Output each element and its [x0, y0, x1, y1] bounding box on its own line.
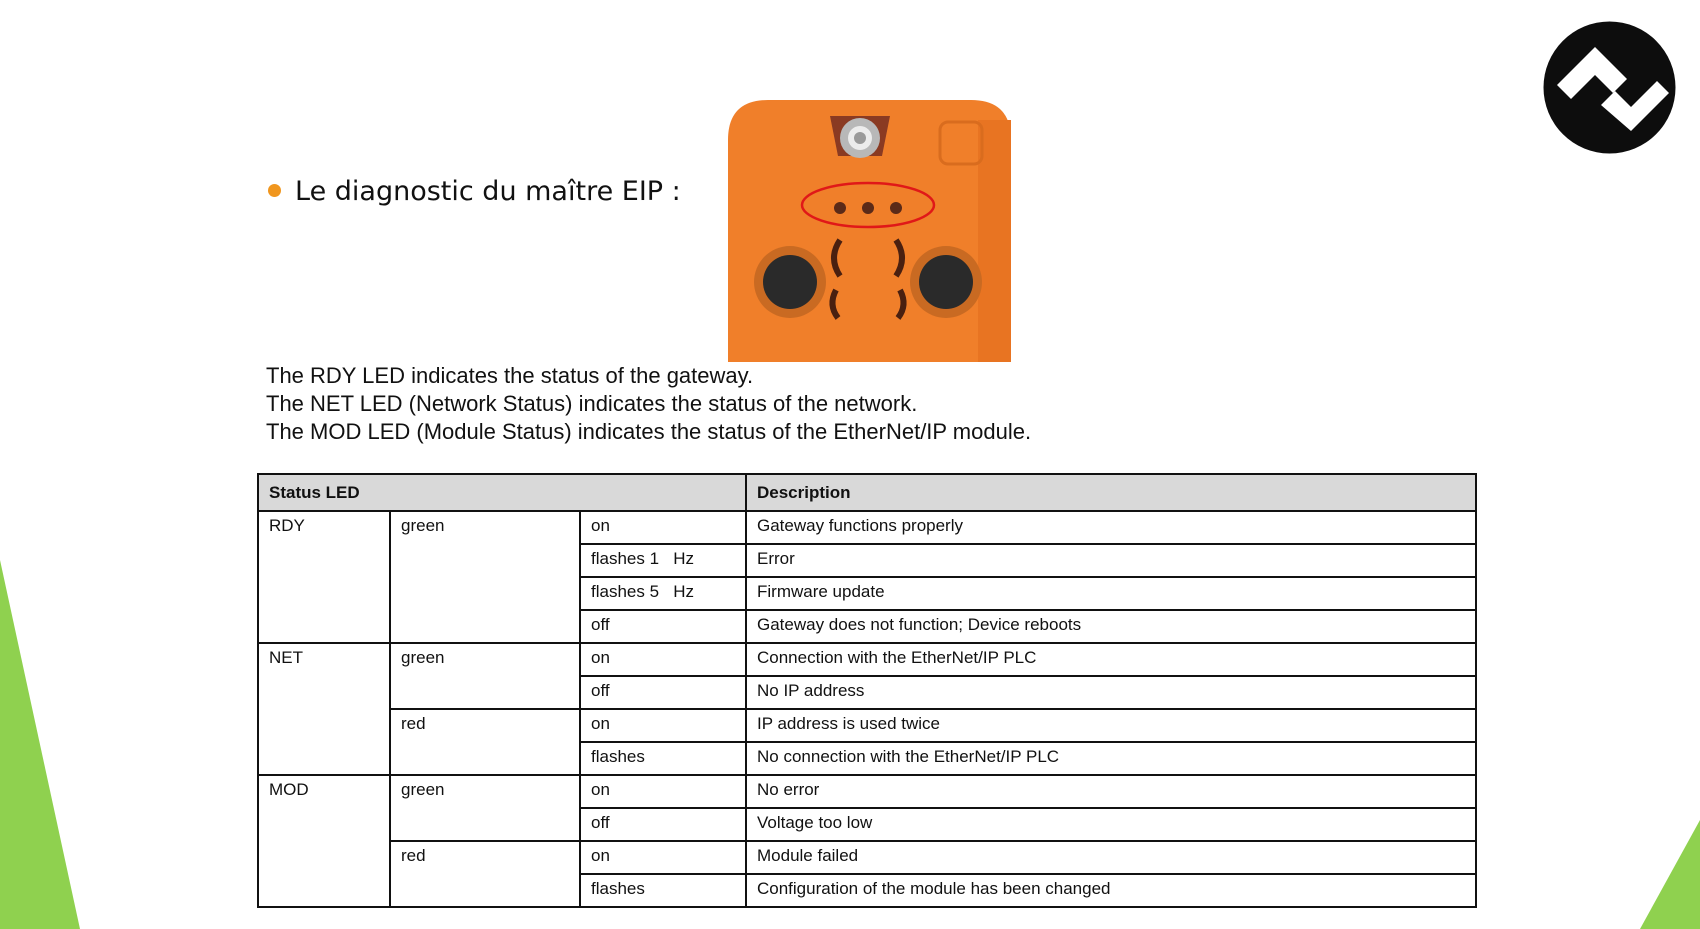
- led-state: off: [580, 676, 746, 709]
- led-description: Configuration of the module has been changed: [746, 874, 1476, 907]
- table-row: [258, 775, 1476, 808]
- led-description: No IP address: [746, 676, 1476, 709]
- bullet-text: Le diagnostic du maître EIP :: [295, 176, 681, 207]
- led-name-net: NET: [258, 643, 390, 775]
- led-state: on: [580, 709, 746, 742]
- led-description: IP address is used twice: [746, 709, 1476, 742]
- led-description: No connection with the EtherNet/IP PLC: [746, 742, 1476, 775]
- led-state: off: [580, 808, 746, 841]
- led-state: on: [580, 841, 746, 874]
- led-state: flashes: [580, 874, 746, 907]
- led-state: flashes 5 Hz: [580, 577, 746, 610]
- up-down-arrows-logo-icon: [1543, 21, 1676, 154]
- table-row: [258, 841, 1476, 874]
- table-row: [258, 709, 1476, 742]
- led-state: on: [580, 511, 746, 544]
- intro-line-mod: The MOD LED (Module Status) indicates the status of the EtherNet/IP module.: [266, 419, 1032, 444]
- led-color: red: [390, 841, 580, 907]
- led-color: green: [390, 775, 580, 841]
- table-row: [258, 511, 1476, 544]
- led-state: off: [580, 610, 746, 643]
- led-state: on: [580, 775, 746, 808]
- led-color: green: [390, 643, 580, 709]
- status-led-table: [257, 473, 1477, 908]
- led-name-mod: MOD: [258, 775, 390, 907]
- intro-line-rdy: The RDY LED indicates the status of the gateway.: [266, 363, 754, 388]
- led-description: Voltage too low: [746, 808, 1476, 841]
- device-photo: [728, 100, 1011, 362]
- led-state: flashes: [580, 742, 746, 775]
- led-color: green: [390, 511, 580, 643]
- bullet-item: [268, 176, 681, 207]
- led-name-rdy: RDY: [258, 511, 390, 643]
- led-description: No error: [746, 775, 1476, 808]
- intro-text: [266, 362, 1031, 446]
- header-description: Description: [746, 474, 1476, 511]
- led-state: flashes 1 Hz: [580, 544, 746, 577]
- bullet-dot: [268, 184, 281, 197]
- led-description: Error: [746, 544, 1476, 577]
- table-header-row: [258, 474, 1476, 511]
- table-row: [258, 643, 1476, 676]
- led-color: red: [390, 709, 580, 775]
- header-status-led: Status LED: [258, 474, 746, 511]
- led-description: Connection with the EtherNet/IP PLC: [746, 643, 1476, 676]
- led-description: Firmware update: [746, 577, 1476, 610]
- intro-line-net: The NET LED (Network Status) indicates the status of the network.: [266, 391, 918, 416]
- led-state: on: [580, 643, 746, 676]
- led-description: Gateway does not function; Device reboots: [746, 610, 1476, 643]
- led-description: Module failed: [746, 841, 1476, 874]
- led-description: Gateway functions properly: [746, 511, 1476, 544]
